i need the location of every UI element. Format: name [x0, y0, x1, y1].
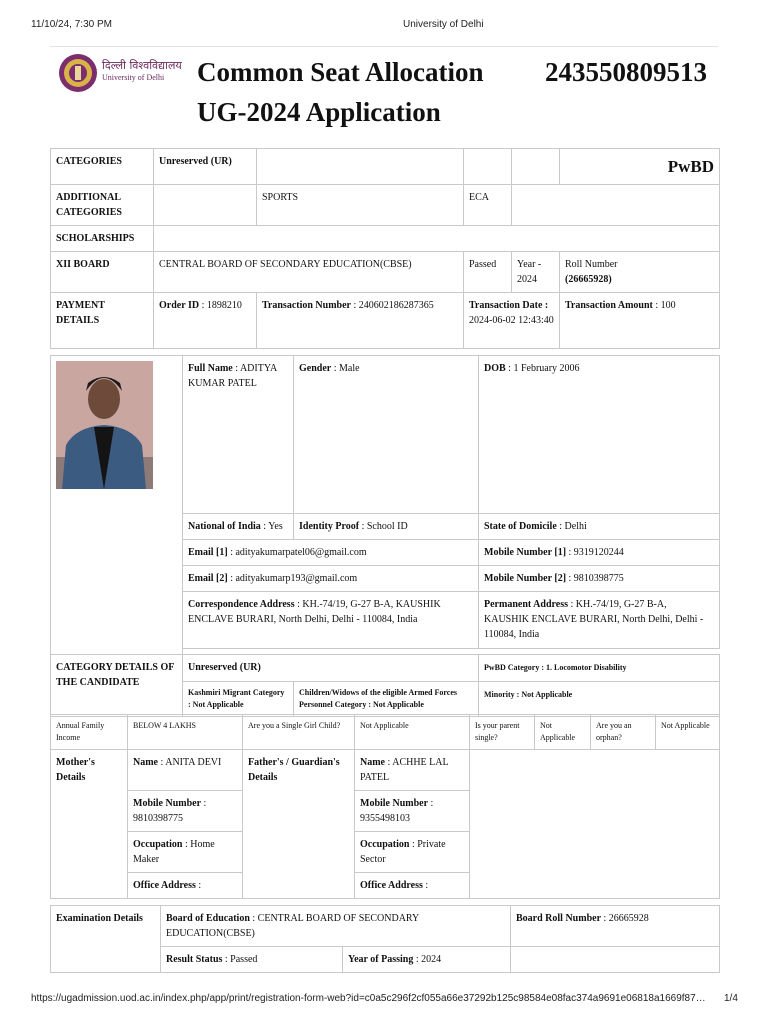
eca-label: ECA: [464, 185, 512, 226]
categories-value: Unreserved (UR): [154, 149, 257, 185]
empty-cell: [257, 149, 464, 185]
father-occupation: Occupation : Private Sector: [355, 832, 470, 873]
sports-label: SPORTS: [257, 185, 464, 226]
mother-mobile: Mobile Number : 9810398775: [128, 791, 243, 832]
kashmiri-migrant-category: Kashmiri Migrant Category : Not Applicable: [183, 682, 294, 717]
empty-cell: [512, 149, 560, 185]
xii-roll-number: Roll Number (26665928): [560, 252, 720, 293]
pwbd-heading: PwBD: [560, 149, 720, 185]
date-of-birth: DOB : 1 February 2006: [479, 356, 720, 514]
university-seal-logo: [58, 53, 98, 93]
transaction-date: Transaction Date : 2024-06-02 12:43:40: [464, 293, 560, 349]
single-parent-value: Not Applicable: [535, 715, 591, 750]
xii-board-label: XII BOARD: [51, 252, 154, 293]
xii-status: Passed: [464, 252, 512, 293]
permanent-address: Permanent Address : KH.-74/19, G-27 B-A, KAUSHIK ENCLAVE BURARI, North Delhi, Delhi - 110084, India: [479, 592, 720, 649]
state-of-domicile: State of Domicile : Delhi: [479, 514, 720, 540]
mobile-number-2: Mobile Number [2] : 9810398775: [479, 566, 720, 592]
examination-table: [50, 905, 720, 973]
transaction-amount: Transaction Amount : 100: [560, 293, 720, 349]
full-name: Full Name : ADITYA KUMAR PATEL: [183, 356, 294, 514]
single-girl-label: Are you a Single Girl Child?: [243, 715, 355, 750]
orphan-value: Not Applicable: [656, 715, 720, 750]
xii-board-value: CENTRAL BOARD OF SECONDARY EDUCATION(CBSE): [154, 252, 464, 293]
empty-cell: [464, 149, 512, 185]
identity-proof: Identity Proof : School ID: [294, 514, 479, 540]
logo-english-text: University of Delhi: [102, 73, 165, 82]
single-girl-value: Not Applicable: [355, 715, 470, 750]
single-parent-label: Is your parent single?: [470, 715, 535, 750]
scholarships-label: SCHOLARSHIPS: [51, 226, 154, 252]
application-number: 243550809513: [545, 57, 707, 87]
year-of-passing: Year of Passing : 2024: [343, 947, 511, 973]
logo-hindi-text: दिल्ली विश्वविद्यालय: [102, 59, 182, 72]
annual-income-value: BELOW 4 LAKHS: [128, 715, 243, 750]
board-roll-number: Board Roll Number : 26665928: [511, 906, 720, 947]
candidate-photo-cell: [51, 356, 183, 655]
categories-table: [50, 148, 720, 349]
payment-details-label: PAYMENT DETAILS: [51, 293, 154, 349]
examination-details-label: Examination Details: [51, 906, 161, 973]
empty-cell: [154, 226, 720, 252]
print-site-title: University of Delhi: [403, 19, 484, 30]
additional-categories-label: ADDITIONAL CATEGORIES: [51, 185, 154, 226]
mothers-details-label: Mother's Details: [51, 750, 128, 899]
header-divider: [50, 46, 718, 47]
category-details-value: Unreserved (UR): [183, 655, 479, 682]
fathers-details-label: Father's / Guardian's Details: [243, 750, 355, 899]
empty-cell: [154, 185, 257, 226]
father-name: Name : ACHHE LAL PATEL: [355, 750, 470, 791]
father-mobile: Mobile Number : 9355498103: [355, 791, 470, 832]
page-title-line2: UG-2024 Application: [197, 97, 441, 127]
armed-forces-category: Children/Widows of the eligible Armed Forces Personnel Category : Not Applicable: [294, 682, 479, 717]
print-datetime: 11/10/24, 7:30 PM: [31, 19, 112, 30]
empty-cell: [511, 947, 720, 973]
mother-name: Name : ANITA DEVI: [128, 750, 243, 791]
gender: Gender : Male: [294, 356, 479, 514]
result-status: Result Status : Passed: [161, 947, 343, 973]
personal-details-table: [50, 355, 720, 717]
mother-occupation: Occupation : Home Maker: [128, 832, 243, 873]
mobile-number-1: Mobile Number [1] : 9319120244: [479, 540, 720, 566]
categories-label: CATEGORIES: [51, 149, 154, 185]
page-number: 1/4: [724, 993, 738, 1004]
category-details-label: CATEGORY DETAILS OF THE CANDIDATE: [51, 655, 183, 717]
empty-cell: [470, 750, 720, 899]
father-office-address: Office Address :: [355, 873, 470, 899]
pwbd-category: PwBD Category : 1. Locomotor Disability: [479, 655, 720, 682]
empty-cell: [512, 185, 720, 226]
print-url: https://ugadmission.uod.ac.in/index.php/app/print/registration-form-web?id=c0a5c296f2cf055a66e37292b125c98584e08fac374a9691e06818a1669f87…: [31, 993, 706, 1004]
transaction-number: Transaction Number : 240602186287365: [257, 293, 464, 349]
email-2: Email [2] : adityakumarp193@gmail.com: [183, 566, 479, 592]
order-id: Order ID : 1898210: [154, 293, 257, 349]
orphan-label: Are you an orphan?: [591, 715, 656, 750]
email-1: Email [1] : adityakumarpatel06@gmail.com: [183, 540, 479, 566]
xii-year: Year - 2024: [512, 252, 560, 293]
parents-table: [50, 749, 720, 899]
minority: Minority : Not Applicable: [479, 682, 720, 717]
national-of-india: National of India : Yes: [183, 514, 294, 540]
candidate-photo: [56, 361, 153, 489]
family-details-table: [50, 714, 720, 750]
mother-office-address: Office Address :: [128, 873, 243, 899]
annual-income-label: Annual Family Income: [51, 715, 128, 750]
page-title-line1: Common Seat Allocation: [197, 57, 484, 87]
board-of-education: Board of Education : CENTRAL BOARD OF SECONDARY EDUCATION(CBSE): [161, 906, 511, 947]
correspondence-address: Correspondence Address : KH.-74/19, G-27 B-A, KAUSHIK ENCLAVE BURARI, North Delhi, Delhi - 110084, India: [183, 592, 479, 649]
